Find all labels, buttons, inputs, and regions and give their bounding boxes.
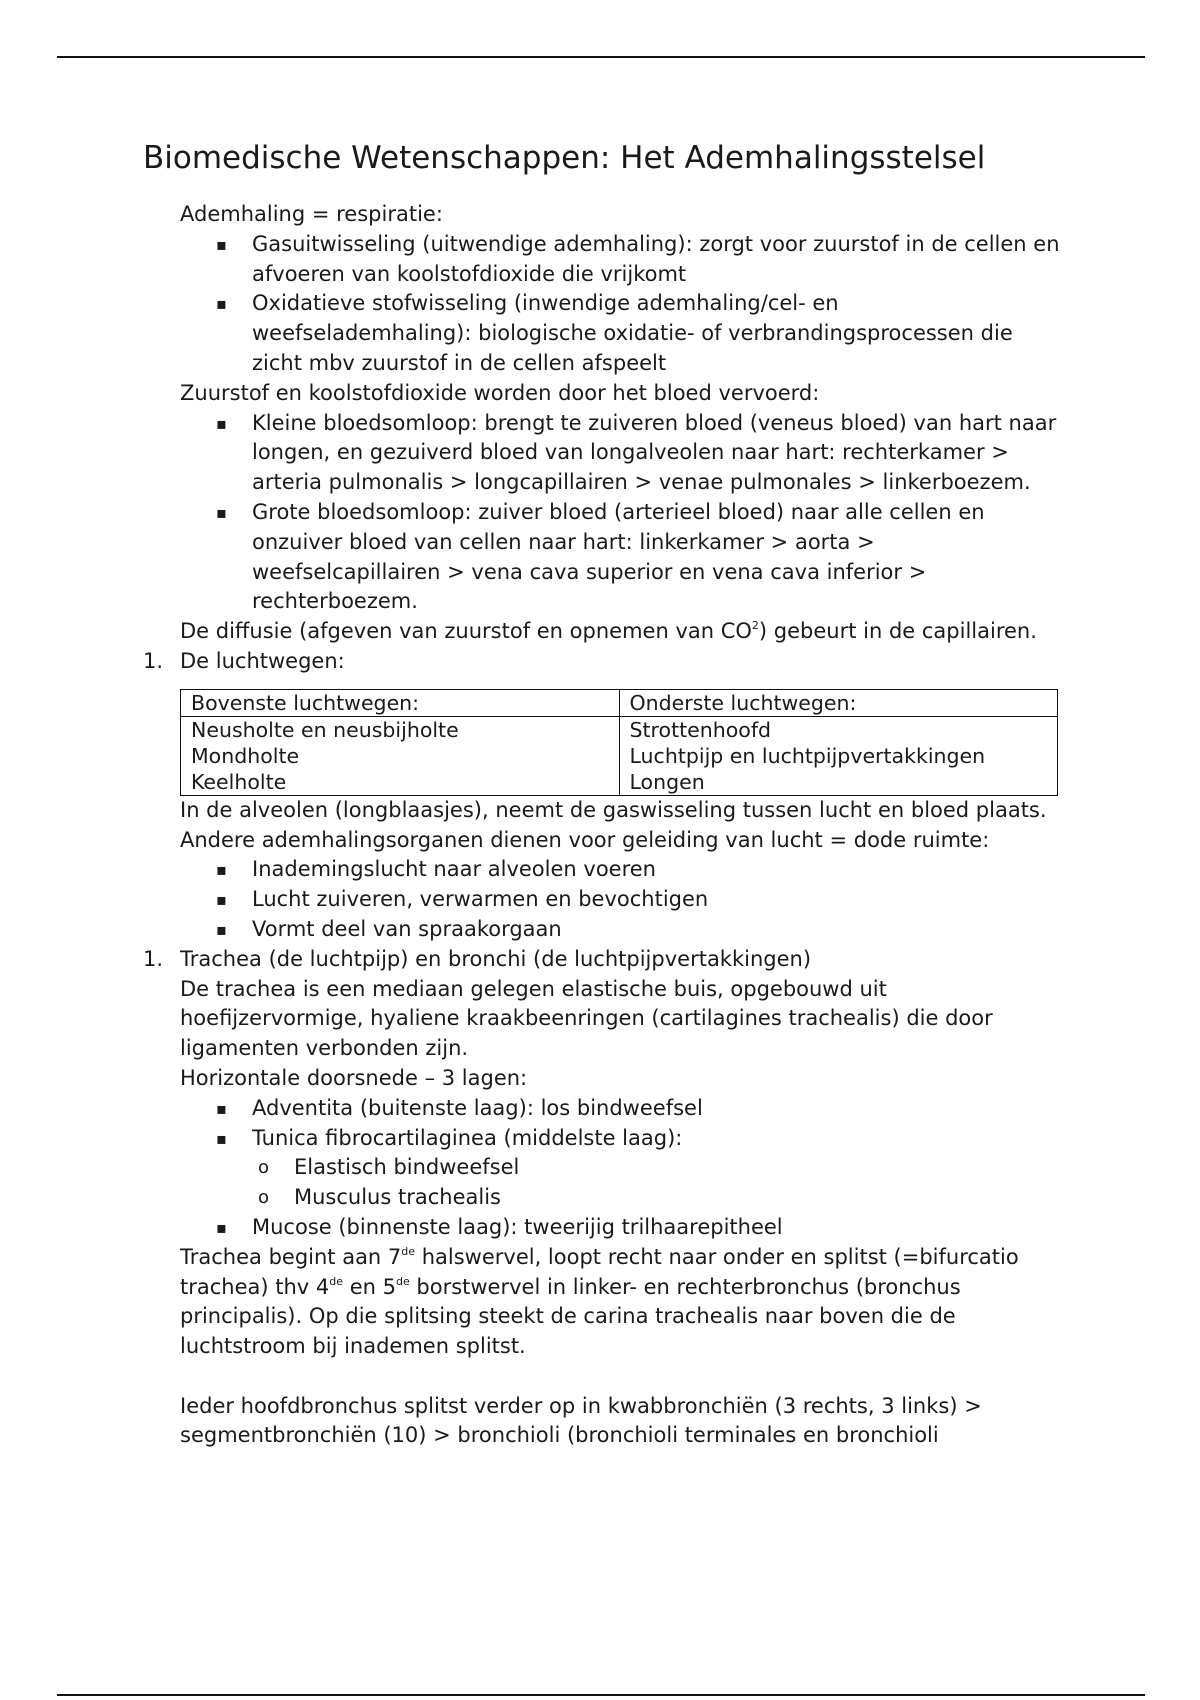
footer-rule [57,1694,1145,1696]
page-title: Biomedische Wetenschappen: Het Ademhalingsstelsel [143,140,986,176]
layers-heading: Horizontale doorsnede – 3 lagen: [180,1065,528,1090]
section-title: De luchtwegen: [180,648,345,673]
section-heading [143,647,1060,677]
superscript: 2 [751,619,759,633]
list-item: ▪ Lucht zuiveren, verwarmen en bevochtigen [180,885,1060,915]
diffusion-text: De diffusie (afgeven van zuurstof en opnemen van CO [180,619,752,644]
superscript: de [329,1274,344,1288]
table-header-lower: Onderste luchtwegen: [619,689,1058,716]
table-cell-line: Longen [629,769,705,794]
document-body [143,200,1060,1451]
bronchi-paragraph: Ieder hoofdbronchus splitst verder op in kwabbronchiën (3 rechts, 3 links) > segmentbronchiën (10) > bronchioli (bronchioli terminales en bronchioli [180,1393,982,1448]
sub-list-item: o Musculus trachealis [252,1183,1060,1213]
trachea-paragraph: De trachea is een mediaan gelegen elastische buis, opgebouwd uit hoefijzervormige, hyaliene kraakbeenringen (cartilagines trachealis) die door ligamenten verbonden zijn. [180,976,993,1061]
list-item-text: Tunica fibrocartilaginea (middelste laag): [252,1125,683,1150]
list-item: ▪ Adventita (buitenste laag): los bindweefsel [180,1094,1060,1124]
alveoli-list [180,855,1060,944]
sub-list [252,1153,1060,1213]
text-run: halswervel, loopt recht naar onder en splitst (=bifurcatio trachea) thv 4 [180,1244,1019,1299]
section-number: 1. [143,648,164,673]
list-item: ▪ Gasuitwisseling (uitwendige ademhaling): zorgt voor zuurstof in de cellen en afvoeren van koolstofdioxide die vrijkomt [180,230,1060,290]
superscript: de [401,1244,416,1258]
alveoli-paragraph: In de alveolen (longblaasjes), neemt de gaswisseling tussen lucht en bloed plaats. Andere ademhalingsorganen dienen voor geleiding van lucht = dode ruimte: [180,797,1047,852]
table-cell-line: Luchtpijp en luchtpijpvertakkingen [629,743,986,768]
list-item: ▪ Inademingslucht naar alveolen voeren [180,855,1060,885]
list-item [180,1124,1060,1213]
transport-list [180,409,1060,618]
transport-heading: Zuurstof en koolstofdioxide worden door het bloed vervoerd: [180,380,820,405]
diffusion-paragraph [180,617,1060,647]
table-cell-line: Neusholte en neusbijholte [191,717,459,742]
list-item: ▪ Kleine bloedsomloop: brengt te zuiveren bloed (veneus bloed) van hart naar longen, en gezuiverd bloed van longalveolen naar hart: rechterkamer > arteria pulmonalis > longcapillairen > venae pulmonales > linkerboezem. [180,409,1060,498]
text-run: borstwervel in linker- en rechterbronchus (bronchus principalis). Op die splitsing steekt de carina trachealis naar boven die de luchtstroom bij inademen splitst. [180,1274,961,1359]
sub-list-item: o Elastisch bindweefsel [252,1153,1060,1183]
bifurcation-paragraph [180,1243,1060,1362]
table-cell-upper [181,716,620,795]
superscript: de [395,1274,410,1288]
text-run: Trachea begint aan 7 [180,1244,402,1269]
list-item: ▪ Vormt deel van spraakorgaan [180,915,1060,945]
header-rule [57,56,1145,58]
table-cell-line: Keelholte [191,769,287,794]
intro-list [180,230,1060,379]
section-number: 1. [143,946,164,971]
list-item: ▪ Mucose (binnenste laag): tweerijig trilhaarepitheel [180,1213,1060,1243]
table-cell-lower [619,716,1058,795]
diffusion-text-end: ) gebeurt in de capillairen. [758,619,1037,644]
airways-table [180,689,1058,796]
layers-list [180,1094,1060,1243]
table-cell-line: Mondholte [191,743,300,768]
intro-heading: Ademhaling = respiratie: [180,202,443,226]
list-item: ▪ Oxidatieve stofwisseling (inwendige ademhaling/cel- en weefselademhaling): biologische oxidatie- of verbrandingsprocessen die zicht mbv zuurstof in de cellen afspeelt [180,289,1060,378]
table-header-upper: Bovenste luchtwegen: [181,689,620,716]
table-cell-line: Strottenhoofd [629,717,772,742]
text-run: en 5 [343,1274,396,1299]
section-title: Trachea (de luchtpijp) en bronchi (de luchtpijpvertakkingen) [180,946,812,971]
list-item: ▪ Grote bloedsomloop: zuiver bloed (arterieel bloed) naar alle cellen en onzuiver bloed van cellen naar hart: linkerkamer > aorta > weefselcapillairen > vena cava superior en vena cava inferior > rechterboezem. [180,498,1060,617]
paragraph-spacer [180,1362,1060,1392]
section-heading [143,945,1060,975]
